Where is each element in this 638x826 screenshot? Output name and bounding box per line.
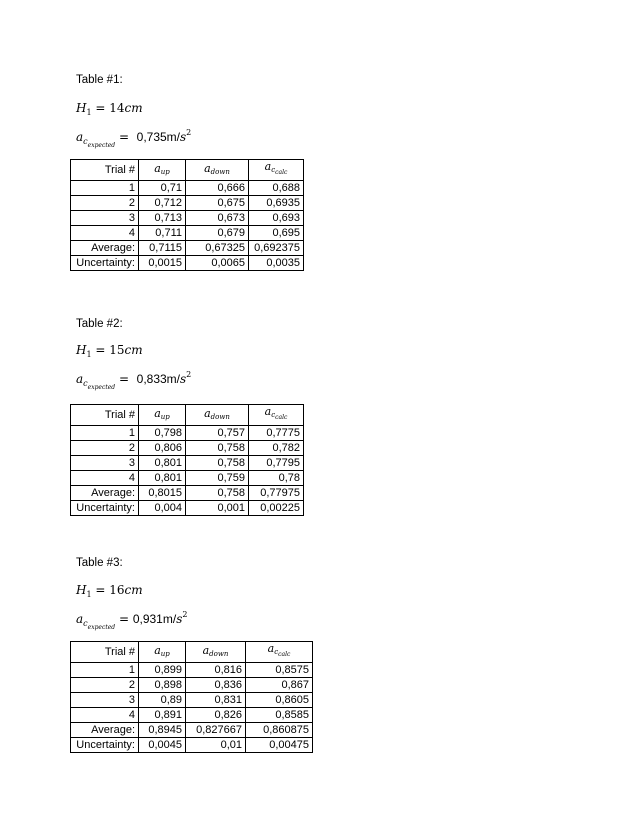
- a-calc-cell: 0,8585: [246, 708, 313, 723]
- row-label: 2: [71, 196, 139, 211]
- row-label: 4: [71, 708, 139, 723]
- table-3-caption: Table #3:: [76, 557, 123, 569]
- table-1-caption: Table #1:: [76, 74, 123, 86]
- table-2-expected-value: 0,833m/: [136, 372, 180, 386]
- a-up-cell: 0,713: [139, 211, 186, 226]
- a-up-cell: 0,806: [139, 441, 186, 456]
- table-1-height-unit: cm: [124, 101, 143, 115]
- row-label: 3: [71, 456, 139, 471]
- table-3-height-unit: cm: [124, 583, 143, 597]
- row-label: 1: [71, 426, 139, 441]
- a-calc-cell: 0,693: [249, 211, 304, 226]
- table-row: [71, 471, 304, 486]
- a-calc-cell: 0,782: [249, 441, 304, 456]
- a-down-cell: 0,826: [186, 708, 246, 723]
- table-1-height-value: 14: [109, 101, 125, 115]
- a-calc-cell: 0,0035: [249, 256, 304, 271]
- table-row: [71, 226, 304, 241]
- table-row: [71, 501, 304, 516]
- table-row: [71, 456, 304, 471]
- a-up-cell: 0,711: [139, 226, 186, 241]
- a-down-cell: 0,757: [186, 426, 249, 441]
- a-down-cell: 0,758: [186, 486, 249, 501]
- table-row: [71, 708, 313, 723]
- trial-header: Trial #: [71, 160, 139, 181]
- a-up-cell: 0,891: [139, 708, 186, 723]
- table-3-expected: $a_{c_{expected}} = 0,931m/s^2$: [76, 610, 188, 631]
- row-label: Average:: [71, 241, 139, 256]
- table-2-caption: Table #2:: [76, 318, 123, 330]
- table-2-height-value: 15: [109, 343, 125, 357]
- trial-header: Trial #: [71, 642, 139, 663]
- a-calc-cell: 0,78: [249, 471, 304, 486]
- table-2-height-unit: cm: [124, 343, 143, 357]
- a-down-cell: 0,0065: [186, 256, 249, 271]
- a-up-header: $a_{up}$: [139, 405, 186, 426]
- row-label: Average:: [71, 723, 139, 738]
- a-down-cell: 0,831: [186, 693, 246, 708]
- a-calc-cell: 0,688: [249, 181, 304, 196]
- a-up-cell: 0,898: [139, 678, 186, 693]
- table-3-height-value: 16: [109, 583, 125, 597]
- a-down-cell: 0,679: [186, 226, 249, 241]
- table-row: [71, 241, 304, 256]
- a-calc-cell: 0,8575: [246, 663, 313, 678]
- table-3-height: $H_1 = 16cm$: [76, 583, 143, 599]
- a-calc-header: $a_{c_{calc}}$: [246, 642, 313, 663]
- a-calc-cell: 0,8605: [246, 693, 313, 708]
- a-calc-cell: 0,867: [246, 678, 313, 693]
- a-down-cell: 0,836: [186, 678, 246, 693]
- a-calc-cell: 0,00475: [246, 738, 313, 753]
- a-down-cell: 0,666: [186, 181, 249, 196]
- row-label: 1: [71, 181, 139, 196]
- table-2-expected: $a_{c_{expected}} = 0,833m/s^2$: [76, 370, 192, 391]
- table-3: [70, 641, 313, 753]
- a-down-cell: 0,816: [186, 663, 246, 678]
- a-down-cell: 0,827667: [186, 723, 246, 738]
- row-label: 4: [71, 226, 139, 241]
- row-label: 3: [71, 693, 139, 708]
- a-up-cell: 0,004: [139, 501, 186, 516]
- table-row: [71, 723, 313, 738]
- a-up-cell: 0,712: [139, 196, 186, 211]
- a-up-cell: 0,71: [139, 181, 186, 196]
- table-2-header-row: [71, 405, 304, 426]
- a-up-cell: 0,899: [139, 663, 186, 678]
- table-1-height: $H_1 = 14cm$: [76, 101, 143, 117]
- a-down-cell: 0,759: [186, 471, 249, 486]
- a-calc-header: $a_{c_{calc}}$: [249, 160, 304, 181]
- table-row: [71, 663, 313, 678]
- a-up-cell: 0,8015: [139, 486, 186, 501]
- a-up-cell: 0,0045: [139, 738, 186, 753]
- a-up-header: $a_{up}$: [139, 642, 186, 663]
- a-calc-header: $a_{c_{calc}}$: [249, 405, 304, 426]
- a-up-cell: 0,0015: [139, 256, 186, 271]
- table-3-expected-value: 0,931m/: [132, 612, 177, 626]
- table-row: [71, 211, 304, 226]
- a-down-header: $a_{down}$: [186, 405, 249, 426]
- a-up-cell: 0,798: [139, 426, 186, 441]
- table-row: [71, 486, 304, 501]
- a-up-cell: 0,801: [139, 456, 186, 471]
- a-calc-cell: 0,692375: [249, 241, 304, 256]
- a-down-cell: 0,001: [186, 501, 249, 516]
- a-down-cell: 0,67325: [186, 241, 249, 256]
- row-label: Average:: [71, 486, 139, 501]
- table-1-header-row: [71, 160, 304, 181]
- row-label: 2: [71, 441, 139, 456]
- a-down-cell: 0,675: [186, 196, 249, 211]
- a-calc-cell: 0,77975: [249, 486, 304, 501]
- a-down-header: $a_{down}$: [186, 642, 246, 663]
- a-up-cell: 0,801: [139, 471, 186, 486]
- table-row: [71, 426, 304, 441]
- a-calc-cell: 0,6935: [249, 196, 304, 211]
- table-row: [71, 181, 304, 196]
- a-up-cell: 0,89: [139, 693, 186, 708]
- table-1: [70, 159, 304, 271]
- table-2-height: $H_1 = 15cm$: [76, 343, 143, 359]
- row-label: Uncertainty:: [71, 501, 139, 516]
- table-1-expected: $a_{c_{expected}} = 0,735m/s^2$: [76, 128, 192, 149]
- a-up-cell: 0,7115: [139, 241, 186, 256]
- a-calc-cell: 0,860875: [246, 723, 313, 738]
- table-row: [71, 256, 304, 271]
- a-calc-cell: 0,00225: [249, 501, 304, 516]
- table-row: [71, 738, 313, 753]
- row-label: 4: [71, 471, 139, 486]
- table-row: [71, 678, 313, 693]
- row-label: Uncertainty:: [71, 256, 139, 271]
- a-calc-cell: 0,7775: [249, 426, 304, 441]
- table-2: [70, 404, 304, 516]
- table-row: [71, 196, 304, 211]
- row-label: 3: [71, 211, 139, 226]
- a-down-cell: 0,758: [186, 441, 249, 456]
- a-down-header: $a_{down}$: [186, 160, 249, 181]
- table-1-expected-value: 0,735m/: [136, 130, 180, 144]
- a-calc-cell: 0,695: [249, 226, 304, 241]
- row-label: 1: [71, 663, 139, 678]
- a-down-cell: 0,673: [186, 211, 249, 226]
- a-down-cell: 0,758: [186, 456, 249, 471]
- table-row: [71, 441, 304, 456]
- a-down-cell: 0,01: [186, 738, 246, 753]
- trial-header: Trial #: [71, 405, 139, 426]
- table-row: [71, 693, 313, 708]
- a-up-header: $a_{up}$: [139, 160, 186, 181]
- table-3-header-row: [71, 642, 313, 663]
- row-label: 2: [71, 678, 139, 693]
- row-label: Uncertainty:: [71, 738, 139, 753]
- table-1-expected-unit: s: [180, 130, 187, 144]
- table-2-expected-unit: s: [180, 372, 187, 386]
- table-3-expected-unit: s: [176, 612, 183, 626]
- a-calc-cell: 0,7795: [249, 456, 304, 471]
- a-up-cell: 0,8945: [139, 723, 186, 738]
